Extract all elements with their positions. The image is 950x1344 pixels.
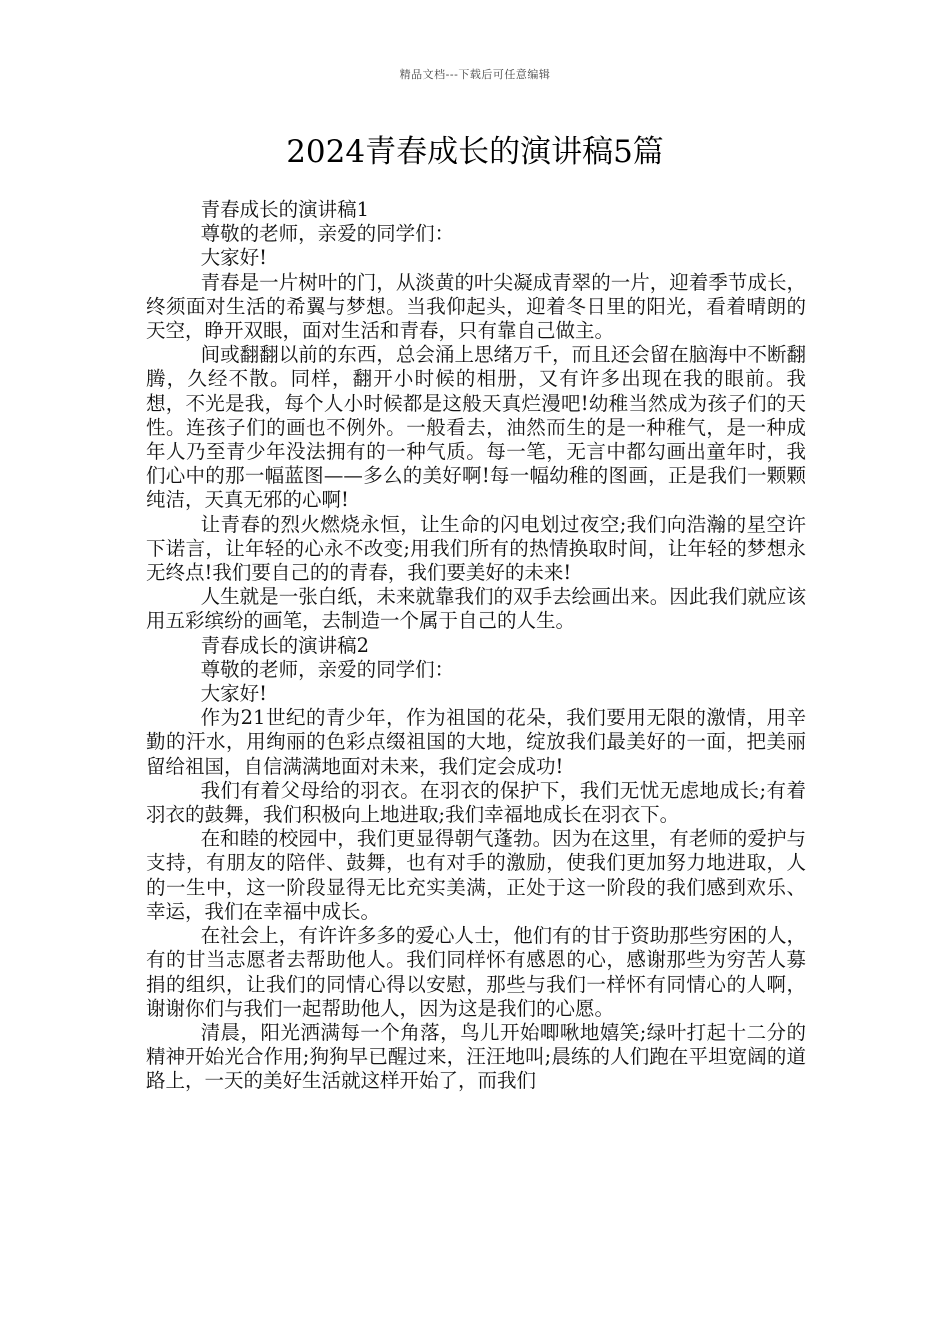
paragraph: 青春是一片树叶的门，从淡黄的叶尖凝成青翠的一片，迎着季节成长，终须面对生活的希翼与梦想。当我仰起头，迎着冬日里的阳光，看着晴朗的天空，睁开双眼，面对生活和青春，只有靠自己做主。: [146, 270, 806, 343]
document-body: [146, 198, 806, 1094]
paragraph: 人生就是一张白纸，未来就靠我们的双手去绘画出来。因此我们就应该用五彩缤纷的画笔，去制造一个属于自己的人生。: [146, 585, 806, 633]
speech-2-heading: 青春成长的演讲稿2: [200, 633, 370, 657]
paragraph: 作为21世纪的青少年，作为祖国的花朵，我们要用无限的激情，用辛勤的汗水，用绚丽的色彩点缀祖国的大地，绽放我们最美好的一面，把美丽留给祖国，自信满满地面对未来，我们定会成功!: [146, 706, 806, 778]
paragraph: 在和睦的校园中，我们更显得朝气蓬勃。因为在这里，有老师的爱护与支持，有朋友的陪伴、鼓舞，也有对手的激励，使我们更加努力地进取，人的一生中，这一阶段显得无比充实美满，正处于这一阶段的我们感到欢乐、幸运，我们在幸福中成长。: [146, 827, 806, 923]
document-title: 2024青春成长的演讲稿5篇: [286, 134, 664, 170]
speech-1-heading: 青春成长的演讲稿1: [200, 198, 370, 221]
paragraph: 间或翻翻以前的东西，总会涌上思绪万千，而且还会留在脑海中不断翻腾，久经不散。同样，翻开小时候的相册，又有许多出现在我的眼前。我想，不光是我，每个人小时候都是这般天真烂漫吧!幼稚当然成为孩子们的天性。连孩子们的画也不例外。一般看去，油然而生的是一种稚气，是一种成年人乃至青少年没法拥有的一种气质。每一笔，无言中都勾画出童年时，我们心中的那一幅蓝图——多么的美好啊!每一幅幼稚的图画，正是我们一颗颗纯洁，天真无邪的心啊!: [146, 343, 806, 512]
paragraph: 清晨，阳光洒满每一个角落，鸟儿开始唧啾地嬉笑;绿叶打起十二分的精神开始光合作用;狗狗早已醒过来，汪汪地叫;晨练的人们跑在平坦宽阔的道路上，一天的美好生活就这样开始了，而我们: [146, 1020, 806, 1093]
paragraph: 在社会上，有许许多多的爱心人士，他们有的甘于资助那些穷困的人，有的甘当志愿者去帮助他人。我们同样怀有感恩的心，感谢那些为穷苦人募捐的组织，让我们的同情心得以安慰，那些与我们一样怀有同情心的人啊，谢谢你们与我们一起帮助他人，因为这是我们的心愿。: [146, 924, 806, 1020]
speech-2-greeting: 大家好!: [200, 682, 267, 706]
paragraph: 我们有着父母给的羽衣。在羽衣的保护下，我们无忧无虑地成长;有着羽衣的鼓舞，我们积极向上地进取;我们幸福地成长在羽衣下。: [146, 778, 806, 827]
header-note: 精品文档---下载后可任意编辑: [399, 68, 551, 81]
paragraph: 让青春的烈火燃烧永恒，让生命的闪电划过夜空;我们向浩瀚的星空许下诺言，让年轻的心永不改变;用我们所有的热情换取时间，让年轻的梦想永无终点!我们要自己的的青春，我们要美好的未来!: [146, 512, 806, 585]
speech-1-greeting: 大家好!: [200, 246, 267, 270]
speech-2-salutation: 尊敬的老师，亲爱的同学们：: [200, 657, 455, 681]
speech-1-salutation: 尊敬的老师，亲爱的同学们：: [200, 222, 455, 246]
